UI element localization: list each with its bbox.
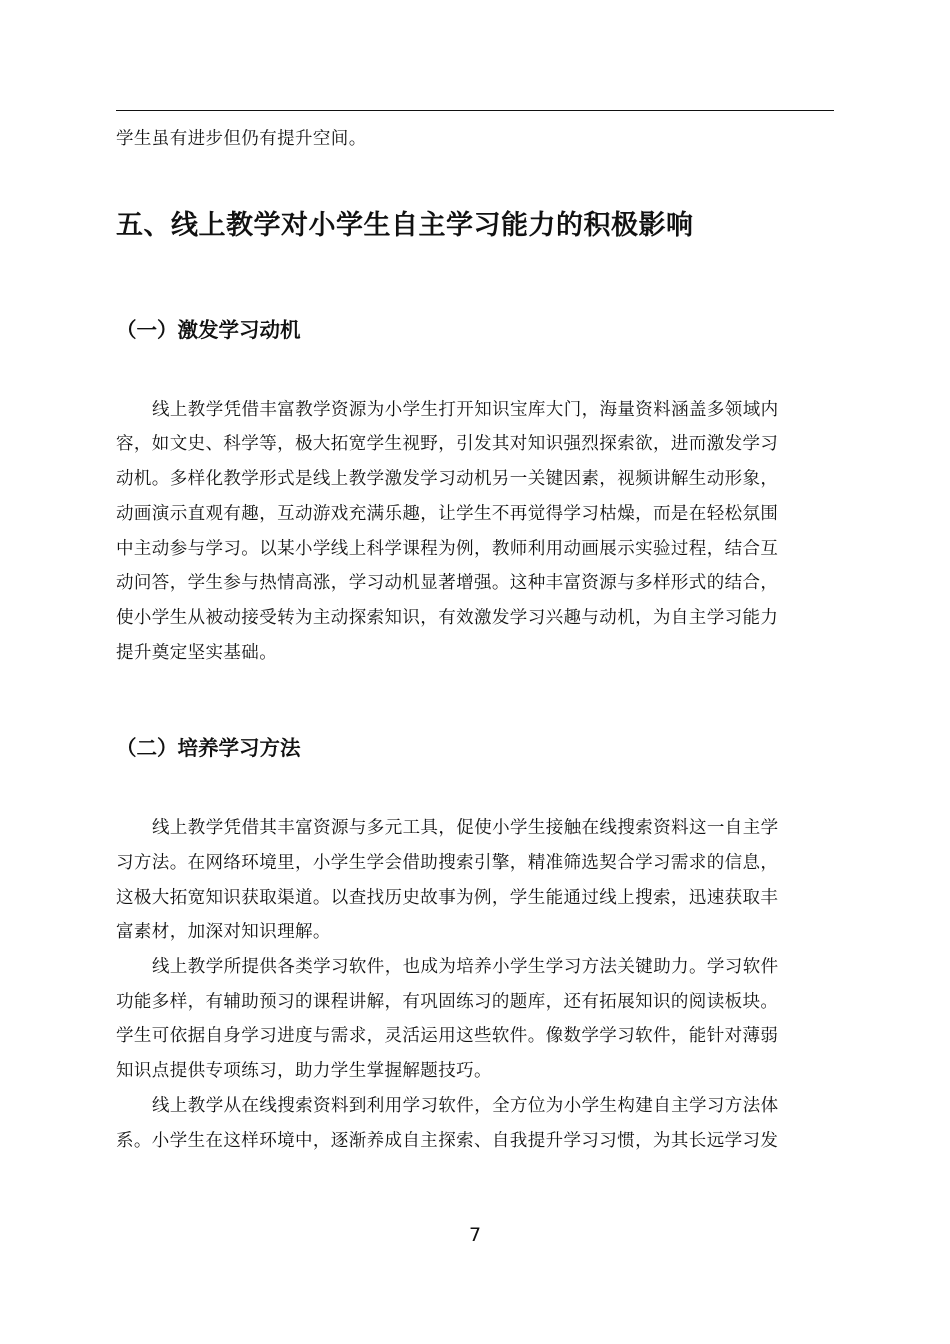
paragraph-line: 线上教学凭借丰富教学资源为小学生打开知识宝库大门，海量资料涵盖多领域内: [152, 400, 779, 420]
paragraph-line: 容，如文史、科学等，极大拓宽学生视野，引发其对知识强烈探索欲，进而激发学习: [116, 434, 779, 454]
paragraph-line: 功能多样，有辅助预习的课程讲解，有巩固练习的题库，还有拓展知识的阅读板块。: [116, 992, 779, 1012]
page-number: 7: [468, 1224, 482, 1246]
header-rule: [116, 110, 834, 111]
paragraph-line: 学生可依据自身学习进度与需求，灵活运用这些软件。像数学学习软件，能针对薄弱: [116, 1026, 779, 1046]
section-title: 五、线上教学对小学生自主学习能力的积极影响: [116, 210, 694, 241]
paragraph-line: 中主动参与学习。以某小学线上科学课程为例，教师利用动画展示实验过程，结合互: [116, 539, 779, 559]
subsection-title-2: （二）培养学习方法: [116, 736, 301, 760]
paragraph-line: 动问答，学生参与热情高涨，学习动机显著增强。这种丰富资源与多样形式的结合，: [116, 573, 779, 593]
paragraph-line: 线上教学凭借其丰富资源与多元工具，促使小学生接触在线搜索资料这一自主学: [152, 818, 779, 838]
paragraph-line: 动画演示直观有趣，互动游戏充满乐趣，让学生不再觉得学习枯燥，而是在轻松氛围: [116, 504, 779, 524]
continuation-text: 学生虽有进步但仍有提升空间。: [116, 129, 367, 149]
paragraph-line: 线上教学从在线搜索资料到利用学习软件，全方位为小学生构建自主学习方法体: [152, 1096, 779, 1116]
paragraph-line: 习方法。在网络环境里，小学生学会借助搜索引擎，精准筛选契合学习需求的信息，: [116, 853, 779, 873]
paragraph-line: 富素材，加深对知识理解。: [116, 922, 331, 942]
paragraph-line: 线上教学所提供各类学习软件，也成为培养小学生学习方法关键助力。学习软件: [152, 957, 779, 977]
paragraph-line: 使小学生从被动接受转为主动探索知识，有效激发学习兴趣与动机，为自主学习能力: [116, 608, 779, 628]
paragraph-line: 动机。多样化教学形式是线上教学激发学习动机另一关键因素，视频讲解生动形象，: [116, 469, 779, 489]
subsection-title-1: （一）激发学习动机: [116, 318, 301, 342]
paragraph-line: 系。小学生在这样环境中，逐渐养成自主探索、自我提升学习习惯，为其长远学习发: [116, 1131, 779, 1151]
paragraph-line: 知识点提供专项练习，助力学生掌握解题技巧。: [116, 1061, 492, 1081]
paragraph-line: 这极大拓宽知识获取渠道。以查找历史故事为例，学生能通过线上搜索，迅速获取丰: [116, 888, 779, 908]
paragraph-line: 提升奠定坚实基础。: [116, 643, 278, 663]
